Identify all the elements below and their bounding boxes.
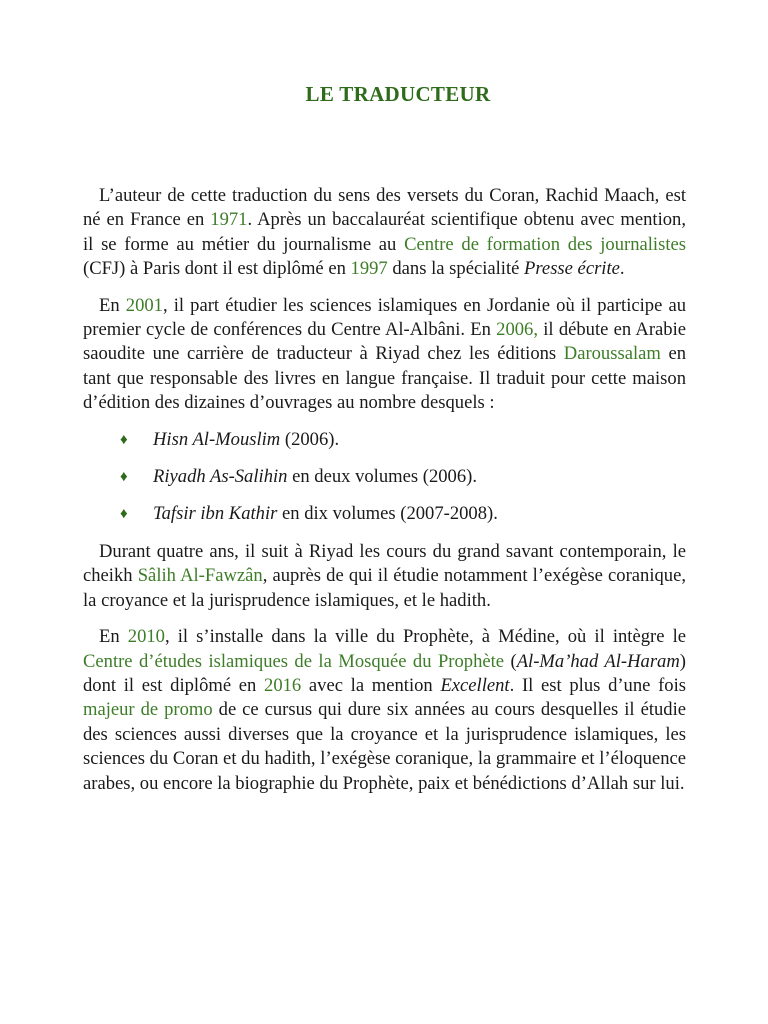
text-segment: avec la mention <box>301 674 441 696</box>
italic-arabic-name: Al-Ma’had Al-Haram <box>516 650 680 672</box>
text-segment: , il part étudier les sciences islamiques en Jordanie où il participe au premier cycle de conférences du Centre Al-Albâni. En <box>83 294 687 341</box>
text-segment: . <box>619 258 625 280</box>
book-title: Tafsir ibn Kathir <box>153 503 278 525</box>
paragraph-studies <box>83 540 686 613</box>
highlight-year-2016: 2016 <box>264 674 302 696</box>
text-segment: de ce cursus qui dure six années au cours desquelles il étudie des sciences aussi diverses que la croyance et la jurisprudence islamiques, les sciences du Coran et du hadith, l’exégèse coranique, la grammaire et l’éloquence arabes, ou encore la biographie du Prophète, paix et bénédictions d’Allah sur lui. <box>83 699 687 794</box>
text-segment: dans la spécialité <box>387 258 525 280</box>
text-segment: . Après un baccalauréat scientifique obtenu avec mention, il se forme au métier du journalisme au <box>83 209 686 255</box>
highlight-publisher: Daroussalam <box>563 343 661 365</box>
text-segment: . Il est plus d’une fois <box>509 674 686 696</box>
text-segment: il débute en Arabie saoudite une carrière de traducteur à Riyad chez les éditions <box>83 319 686 365</box>
highlight-year-2010: 2010 <box>127 626 165 648</box>
text-segment: En <box>99 294 126 316</box>
book-title: Hisn Al-Mouslim <box>153 428 281 450</box>
highlight-year-2001: 2001 <box>125 294 163 316</box>
diamond-bullet-icon: ♦ <box>120 506 128 523</box>
list-item <box>83 428 686 452</box>
text-segment: En <box>99 626 128 648</box>
highlight-year-grad: 1997 <box>350 258 388 280</box>
paragraph-medina <box>83 625 686 796</box>
paragraph-career <box>83 294 686 416</box>
italic-mention: Excellent <box>440 674 510 696</box>
highlight-year-birth: 1971 <box>210 209 248 231</box>
text-segment: (CFJ) à Paris dont il est diplômé en <box>83 258 351 280</box>
book-detail: (2006). <box>280 428 340 450</box>
highlight-cfj: Centre de formation des journalistes <box>404 233 686 255</box>
text-segment: ( <box>504 650 517 672</box>
document-body <box>83 184 686 808</box>
text-segment: en tant que responsable des livres en langue française. Il traduit pour cette maison d’édition des dizaines d’ouvrages au nombre desquels : <box>83 343 686 414</box>
text-segment: L’auteur de cette traduction du sens des versets du Coran, Rachid Maach, est né en France en <box>83 185 686 231</box>
paragraph-intro <box>83 184 686 282</box>
highlight-centre: Centre d’études islamiques de la Mosquée du Prophète <box>83 650 505 672</box>
diamond-bullet-icon: ♦ <box>120 469 128 486</box>
highlight-major: majeur de promo <box>83 699 213 721</box>
page-title: LE TRADUCTEUR <box>305 82 491 106</box>
book-list <box>83 428 686 527</box>
list-item <box>83 465 686 489</box>
highlight-year-2006: 2006, <box>496 319 538 341</box>
text-segment: , il s’installe dans la ville du Prophète, à Médine, où il intègre le <box>164 626 686 648</box>
book-detail: en deux volumes (2006). <box>287 466 477 488</box>
book-detail: en dix volumes (2007-2008). <box>277 503 498 525</box>
text-segment: , auprès de qui il étudie notamment l’exégèse coranique, la croyance et la jurisprudence islamiques, et le hadith. <box>83 565 686 611</box>
text-segment: Durant quatre ans, il suit à Riyad les cours du grand savant contemporain, le cheikh <box>83 540 686 587</box>
diamond-bullet-icon: ♦ <box>120 431 128 448</box>
highlight-scholar: Sâlih Al-Fawzân <box>137 565 263 587</box>
book-title: Riyadh As-Salihin <box>153 466 288 488</box>
text-segment: ) dont il est diplômé en <box>83 650 686 696</box>
italic-speciality: Presse écrite <box>524 258 620 280</box>
list-item <box>83 502 686 526</box>
